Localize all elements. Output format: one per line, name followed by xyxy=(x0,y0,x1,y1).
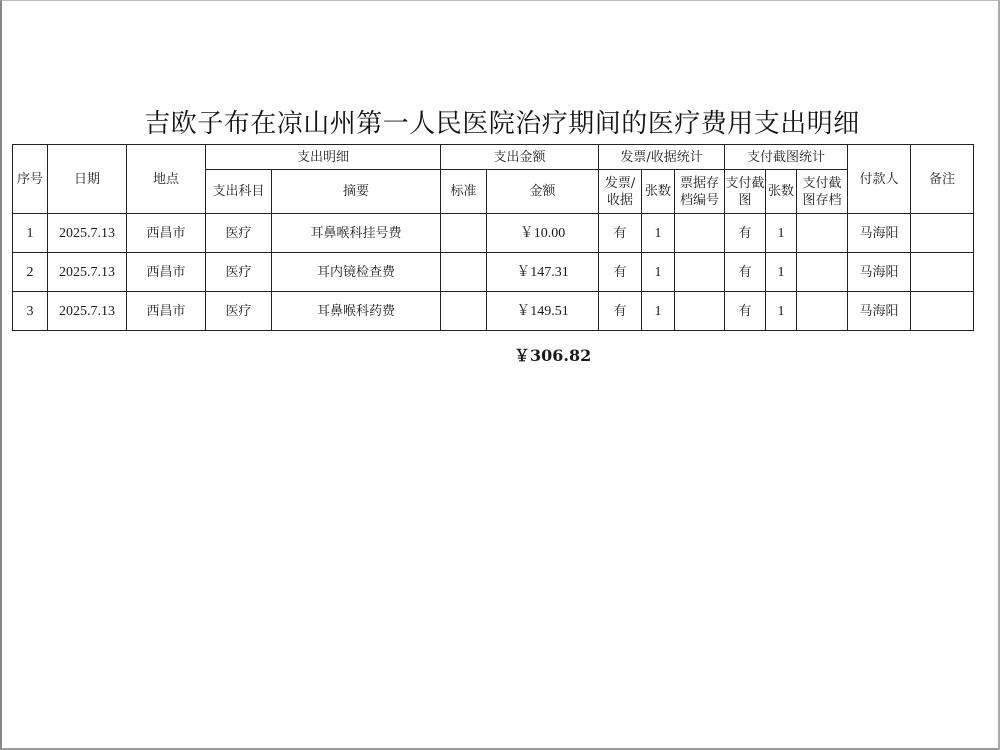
cell-screenshot-archive xyxy=(797,253,848,292)
cell-remarks xyxy=(911,214,974,253)
header-payer: 付款人 xyxy=(848,145,911,214)
header-seq: 序号 xyxy=(13,145,48,214)
expense-table xyxy=(12,144,974,331)
cell-date: 2025.7.13 xyxy=(48,253,127,292)
table-row xyxy=(13,214,974,253)
cell-remarks xyxy=(911,292,974,331)
cell-subject: 医疗 xyxy=(206,292,272,331)
cell-amount: ￥147.31 xyxy=(487,253,599,292)
cell-subject: 医疗 xyxy=(206,214,272,253)
cell-standard xyxy=(441,292,487,331)
cell-screenshot: 有 xyxy=(725,253,766,292)
cell-archive-no xyxy=(675,214,725,253)
cell-payer: 马海阳 xyxy=(848,253,911,292)
total-amount: ￥306.82 xyxy=(514,346,592,365)
cell-invoice: 有 xyxy=(599,253,642,292)
header-invoice-stats: 发票/收据统计 xyxy=(599,145,725,170)
header-payment-screenshot: 支付截图 xyxy=(725,170,766,214)
header-location: 地点 xyxy=(127,145,206,214)
table-row xyxy=(13,253,974,292)
header-date: 日期 xyxy=(48,145,127,214)
cell-invoice: 有 xyxy=(599,292,642,331)
cell-date: 2025.7.13 xyxy=(48,214,127,253)
cell-payer: 马海阳 xyxy=(848,292,911,331)
cell-invoice: 有 xyxy=(599,214,642,253)
cell-summary: 耳鼻喉科挂号费 xyxy=(272,214,441,253)
cell-screenshot-count: 1 xyxy=(766,292,797,331)
cell-screenshot: 有 xyxy=(725,292,766,331)
cell-summary: 耳内镜检查费 xyxy=(272,253,441,292)
cell-amount: ￥149.51 xyxy=(487,292,599,331)
cell-screenshot-archive xyxy=(797,292,848,331)
header-amount: 金额 xyxy=(487,170,599,214)
page-title: 吉欧子布在凉山州第一人民医院治疗期间的医疗费用支出明细 xyxy=(144,109,860,139)
cell-count: 1 xyxy=(642,214,675,253)
cell-screenshot-archive xyxy=(797,214,848,253)
header-receipt-archive-no: 票据存档编号 xyxy=(675,170,725,214)
cell-location: 西昌市 xyxy=(127,253,206,292)
header-expense-amount: 支出金额 xyxy=(441,145,599,170)
header-invoice-receipt: 发票/收据 xyxy=(599,170,642,214)
cell-seq: 1 xyxy=(13,214,48,253)
cell-count: 1 xyxy=(642,292,675,331)
cell-standard xyxy=(441,214,487,253)
cell-remarks xyxy=(911,253,974,292)
cell-location: 西昌市 xyxy=(127,292,206,331)
header-expense-subject: 支出科目 xyxy=(206,170,272,214)
header-screenshot-archive: 支付截图存档 xyxy=(797,170,848,214)
cell-screenshot-count: 1 xyxy=(766,214,797,253)
header-count2: 张数 xyxy=(766,170,797,214)
header-remarks: 备注 xyxy=(911,145,974,214)
header-expense-detail: 支出明细 xyxy=(206,145,441,170)
cell-screenshot-count: 1 xyxy=(766,253,797,292)
cell-seq: 3 xyxy=(13,292,48,331)
cell-summary: 耳鼻喉科药费 xyxy=(272,292,441,331)
cell-screenshot: 有 xyxy=(725,214,766,253)
cell-subject: 医疗 xyxy=(206,253,272,292)
cell-date: 2025.7.13 xyxy=(48,292,127,331)
cell-archive-no xyxy=(675,253,725,292)
header-payment-screenshot-stats: 支付截图统计 xyxy=(725,145,848,170)
cell-seq: 2 xyxy=(13,253,48,292)
cell-count: 1 xyxy=(642,253,675,292)
cell-location: 西昌市 xyxy=(127,214,206,253)
cell-standard xyxy=(441,253,487,292)
table-row xyxy=(13,292,974,331)
header-standard: 标准 xyxy=(441,170,487,214)
cell-archive-no xyxy=(675,292,725,331)
header-count: 张数 xyxy=(642,170,675,214)
cell-amount: ￥10.00 xyxy=(487,214,599,253)
header-summary: 摘要 xyxy=(272,170,441,214)
cell-payer: 马海阳 xyxy=(848,214,911,253)
